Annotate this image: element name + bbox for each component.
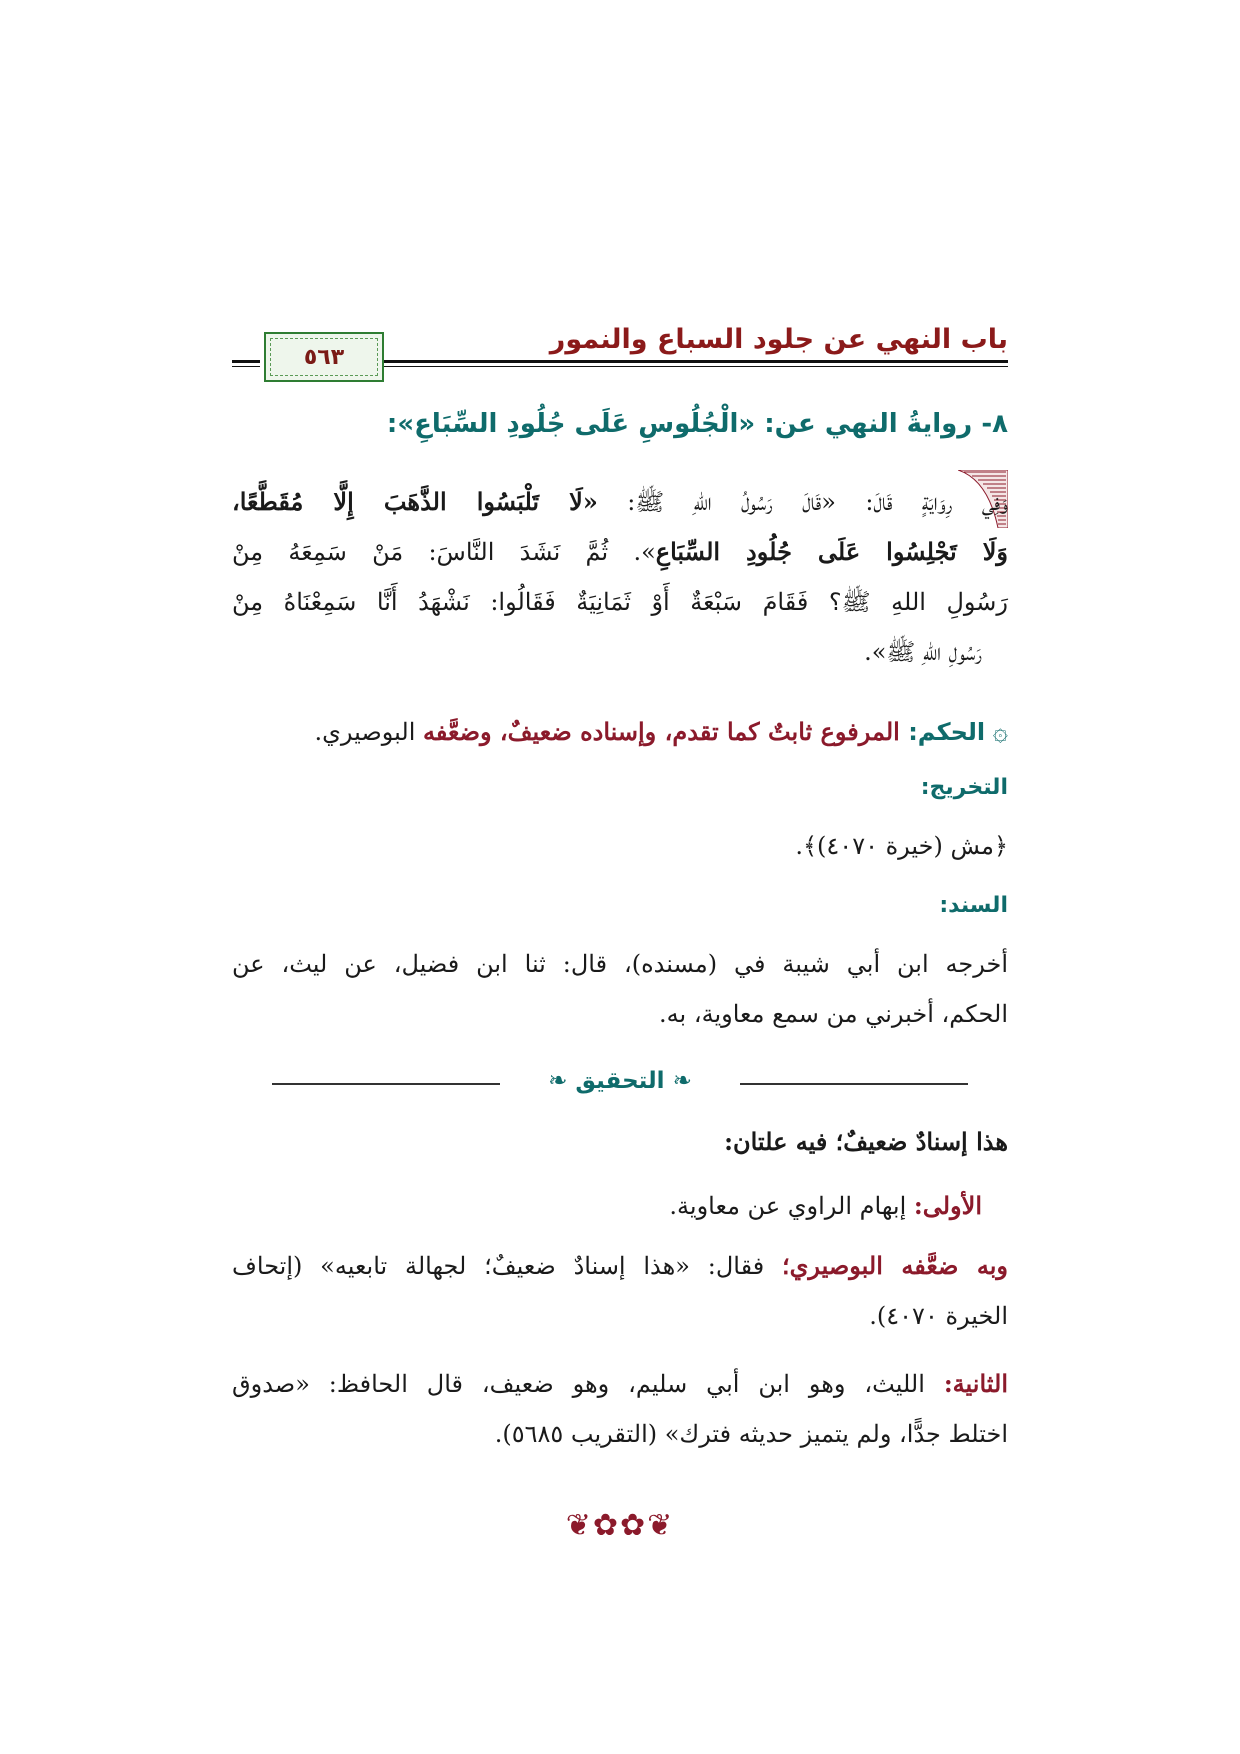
tahqiq-title: التحقيق	[575, 1068, 665, 1094]
tahqiq-divider	[232, 1068, 1008, 1098]
header-rule-thin	[384, 366, 1008, 367]
takhrij-text: ﴿مش (خيرة ٤٠٧٠)﴾.	[795, 832, 1008, 860]
sanad-line-1: أخرجه ابن أبي شيبة في (مسنده)، قال: ثنا ابن فضيل، عن ليث، عن	[232, 950, 1008, 978]
first-defect-text: إبهام الراوي عن معاوية.	[669, 1192, 914, 1220]
ruling-text-tail: البوصيري.	[314, 718, 424, 746]
page-number-badge	[264, 332, 384, 382]
end-ornament-icon: ❦✿✿❦	[565, 1508, 675, 1543]
sanad-line-2: الحكم، أخبرني من سمع معاوية، به.	[659, 1000, 1008, 1028]
header-rule	[384, 360, 1008, 363]
page-number: ٥٦٣	[303, 344, 345, 370]
section-number: ٨-	[981, 409, 1008, 439]
narration-line-3: رَسُولِ اللهِ ﷺ؟ فَقَامَ سَبْعَةٌ أَوْ ثَمَانِيَةٌ فَقَالُوا: نَشْهَدُ أَنَّا سَمِعْنَاهُ مِنْ	[232, 588, 1008, 616]
ruling-ornament-icon: ۞	[992, 717, 1008, 747]
analysis-summary: هذا إسنادٌ ضعيفٌ؛ فيه علتان:	[724, 1127, 1008, 1156]
ruling-text: المرفوع ثابتٌ كما تقدم، وإسناده ضعيفٌ، وضعَّفه	[423, 717, 909, 746]
divider-ornament-icon: ❧	[672, 1068, 692, 1094]
busiri-line-1: وبه ضعَّفه البوصيري؛ فقال: «هذا إسنادٌ ضعيفٌ؛ لجهالة تابعيه» (إتحاف	[232, 1251, 1008, 1280]
first-defect-label: الأولى:	[913, 1191, 982, 1220]
busiri-line-2: الخيرة ٤٠٧٠).	[869, 1302, 1008, 1330]
running-header	[232, 318, 1008, 386]
narration-line-2: وَلَا تَجْلِسُوا عَلَى جُلُودِ السِّبَاعِ». ثُمَّ نَشَدَ النَّاسَ: مَنْ سَمِعَهُ مِنْ	[232, 537, 1008, 566]
ruling-label: الحكم:	[908, 718, 986, 746]
divider-ornament-icon-2: ❧	[548, 1068, 568, 1094]
second-defect-line-2: اختلط جدًّا، ولم يتميز حديثه فترك» (التقريب ٥٦٨٥).	[494, 1420, 1008, 1448]
header-rule-left	[232, 360, 260, 363]
header-rule-left-thin	[232, 366, 260, 367]
second-defect-line-1: الثانية: الليث، وهو ابن أبي سليم، وهو ضعيف، قال الحافظ: «صدوق	[232, 1369, 1008, 1398]
narration-line-1: وَفِي رِوَايَةٍ قَالَ: «قَالَ رَسُولُ اللهِ ﷺ: «لَا تَلْبَسُوا الذَّهَبَ إِلَّا مُقَطَّعًا،	[232, 487, 1009, 516]
takhrij-label: التخريج:	[920, 775, 1008, 800]
chapter-title: باب النهي عن جلود السباع والنمور	[549, 324, 1008, 355]
narration-line-4: رَسُولِ اللهِ ﷺ».	[864, 638, 982, 666]
section-title: روايةُ النهي عن: «الْجُلُوسِ عَلَى جُلُودِ السِّبَاعِ»:	[386, 409, 973, 439]
sanad-label: السند:	[939, 893, 1008, 918]
second-defect-label: الثانية:	[943, 1369, 1008, 1398]
